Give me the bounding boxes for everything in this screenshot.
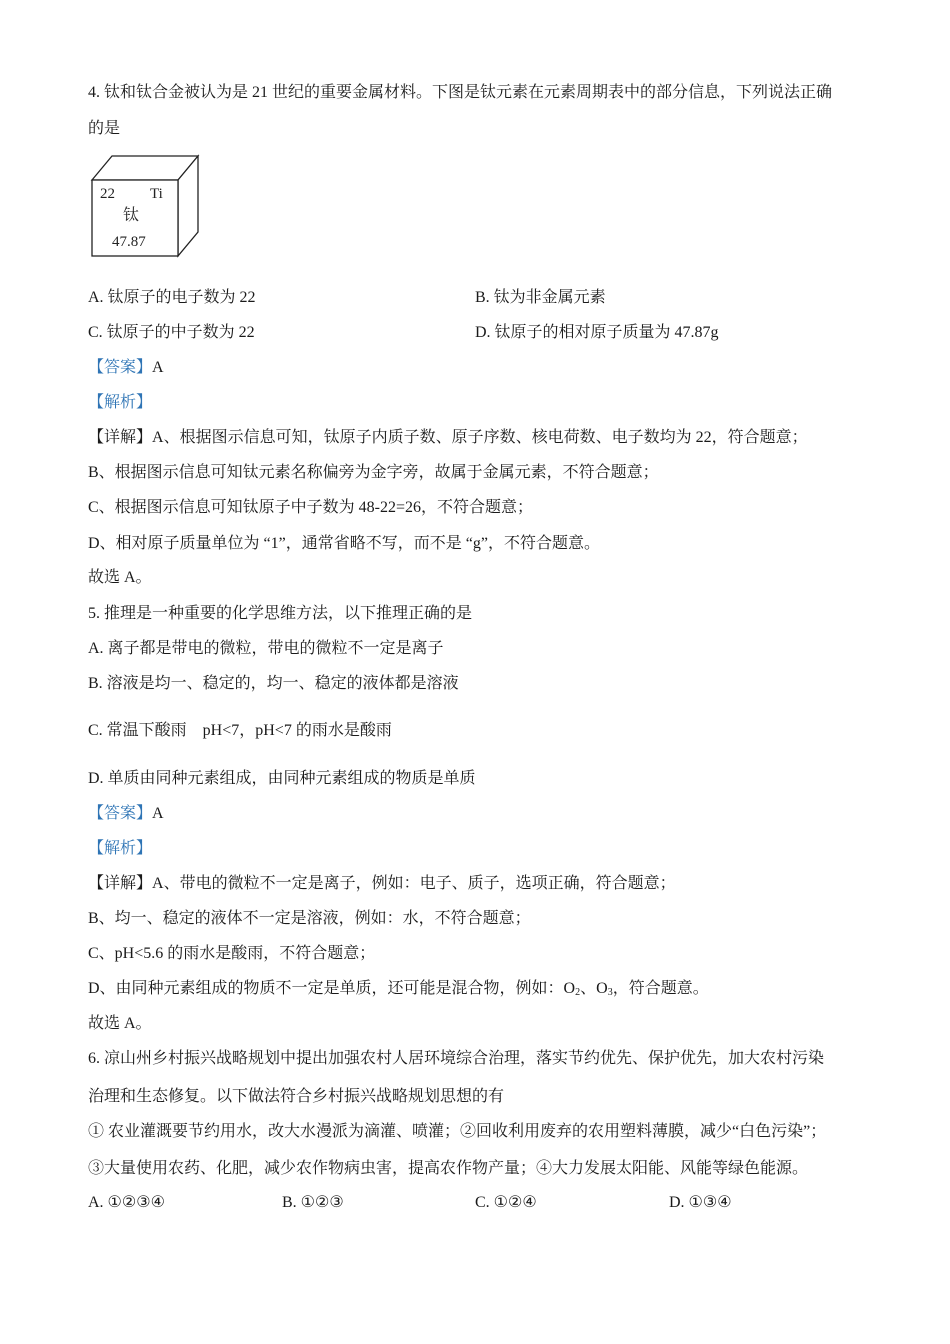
detail-d-text: D、由同种元素组成的物质不一定是单质，还可能是混合物，例如：O — [88, 980, 576, 997]
detail-text: A、带电的微粒不一定是离子，例如：电子、质子，选项正确，符合题意； — [152, 875, 676, 892]
q5-detail-c: C、pH<5.6 的雨水是酸雨，不符合题意； — [88, 945, 376, 962]
q4-stem-line1: 4. 钛和钛合金被认为是 21 世纪的重要金属材料。下图是钛元素在元素周期表中的部分信息，下列说法正确 — [88, 84, 833, 101]
q5-option-a: A. 离子都是带电的微粒，带电的微粒不一定是离子 — [88, 640, 444, 657]
answer-tag: 【答案】 — [88, 359, 153, 376]
q5-analysis-tag: 【解析】 — [88, 840, 153, 857]
q4-detail-a — [88, 428, 808, 448]
detail-tag: 【详解】 — [88, 429, 153, 446]
element-number: 22 — [100, 186, 115, 202]
element-symbol: Ti — [150, 186, 163, 202]
answer-value: A — [152, 359, 164, 376]
q4-option-a: A. 钛原子的电子数为 22 — [88, 289, 256, 306]
q4-answer — [88, 358, 164, 378]
detail-tag: 【详解】 — [88, 875, 153, 892]
q6-option-d: D. ①③④ — [669, 1194, 732, 1211]
q4-detail-b: B、根据图示信息可知钛元素名称偏旁为金字旁，故属于金属元素，不符合题意； — [88, 464, 659, 481]
q5-answer — [88, 804, 164, 824]
q5-detail-d — [88, 979, 709, 1003]
titanium-element-cell — [88, 152, 202, 260]
q6-items-line1: ① 农业灌溉要节约用水，改大水漫派为滴灌、喷灌；②回收利用废弃的农用塑料薄膜，减少“白色污染”； — [88, 1123, 827, 1140]
q5-option-b: B. 溶液是均一、稳定的，均一、稳定的液体都是溶液 — [88, 675, 459, 692]
q6-option-c: C. ①②④ — [475, 1194, 537, 1211]
detail-d-mid: 、O — [580, 980, 608, 997]
q5-option-c: C. 常温下酸雨 pH<7，pH<7 的雨水是酸雨 — [88, 722, 392, 739]
detail-d-end: ，符合题意。 — [612, 980, 709, 997]
q5-option-d: D. 单质由同种元素组成，由同种元素组成的物质是单质 — [88, 770, 476, 787]
q6-stem-line1: 6. 凉山州乡村振兴战略规划中提出加强农村人居环境综合治理，落实节约优先、保护优先，加大农村污染 — [88, 1050, 825, 1067]
answer-value: A — [152, 805, 164, 822]
q4-conclusion: 故选 A。 — [88, 569, 152, 586]
q5-conclusion: 故选 A。 — [88, 1015, 152, 1032]
q4-detail-d: D、相对原子质量单位为 “1”，通常省略不写，而不是 “g”，不符合题意。 — [88, 535, 600, 552]
q5-detail-a — [88, 874, 676, 894]
subscript-3: 3 — [607, 987, 613, 998]
q6-items-line2: ③大量使用农药、化肥，减少农作物病虫害，提高农作物产量；④大力发展太阳能、风能等绿色能源。 — [88, 1160, 809, 1177]
q4-detail-c: C、根据图示信息可知钛原子中子数为 48-22=26，不符合题意； — [88, 499, 534, 516]
element-cube-drawing — [88, 152, 202, 260]
q6-stem-line2: 治理和生态修复。以下做法符合乡村振兴战略规划思想的有 — [88, 1088, 505, 1105]
detail-text: A、根据图示信息可知，钛原子内质子数、原子序数、核电荷数、电子数均为 22，符合题意； — [152, 429, 808, 446]
q4-option-c: C. 钛原子的中子数为 22 — [88, 324, 255, 341]
q4-analysis-tag: 【解析】 — [88, 394, 153, 411]
subscript-2: 2 — [575, 987, 581, 998]
element-name: 钛 — [123, 205, 140, 224]
answer-tag: 【答案】 — [88, 805, 153, 822]
q4-stem-line2: 的是 — [88, 120, 121, 137]
q5-detail-b: B、均一、稳定的液体不一定是溶液，例如：水，不符合题意； — [88, 910, 531, 927]
q6-option-b: B. ①②③ — [282, 1194, 344, 1211]
element-mass: 47.87 — [112, 234, 146, 250]
q5-stem: 5. 推理是一种重要的化学思维方法，以下推理正确的是 — [88, 605, 473, 622]
q4-option-d: D. 钛原子的相对原子质量为 47.87g — [475, 324, 719, 341]
q4-option-b: B. 钛为非金属元素 — [475, 289, 606, 306]
q6-option-a: A. ①②③④ — [88, 1194, 165, 1211]
